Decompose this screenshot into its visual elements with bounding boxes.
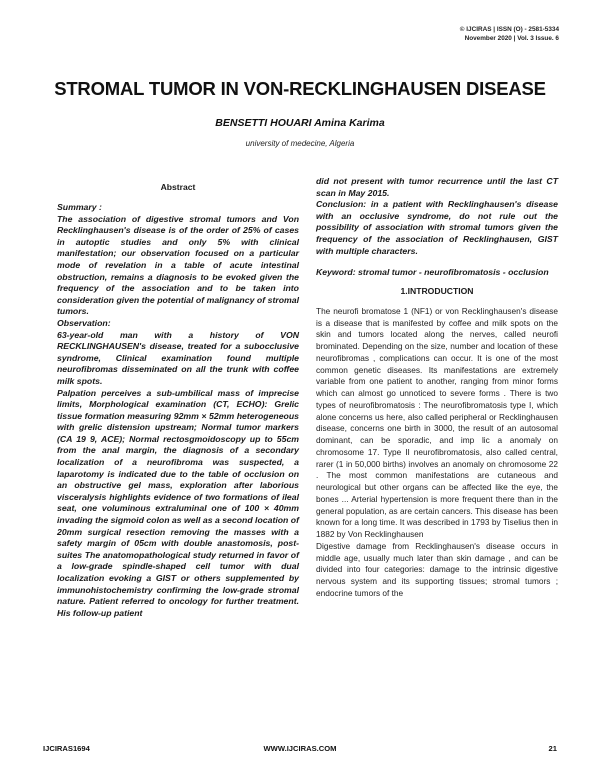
paper-id: IJCIRAS1694: [43, 744, 90, 753]
summary-text: The association of digestive stromal tumors and Von Recklinghausen's disease is of the order of 25% of cases in autoptic studies and only 5% with clinical manifestation; our observation focused on a particular mode of revelation in a table of acute intestinal obstruction, remains a diagnosis to be evoked given the frequency of the association and to be taken into consideration given the potential of malignancy of stromal tumors.: [57, 213, 299, 317]
abstract-continuation: did not present with tumor recurrence until the last CT scan in May 2015.: [316, 176, 558, 198]
introduction-heading: 1.INTRODUCTION: [400, 285, 474, 296]
paper-authors: BENSETTI HOUARI Amina Karima: [215, 117, 385, 129]
left-column: [57, 176, 299, 619]
page-number: 21: [548, 744, 557, 753]
author-affiliation: university of medecine, Algeria: [245, 139, 355, 148]
observation-label: Observation:: [57, 317, 111, 328]
abstract-heading: Abstract: [160, 182, 196, 192]
journal-website: WWW.IJCIRAS.COM: [263, 744, 337, 753]
journal-header: [460, 25, 559, 43]
keywords: Keyword: stromal tumor - neurofibromatosis - occlusion: [316, 267, 549, 278]
journal-issn: © IJCIRAS | ISSN (O) - 2581-5334: [459, 26, 559, 33]
right-column: [316, 176, 558, 600]
observation-text: 63-year-old man with a history of VON RECKLINGHAUSEN's disease, treated for a subocclusive syndrome, Clinical examination found multiple neurofibromas disseminated on all the trunk with coffee milk spots.: [57, 329, 299, 386]
introduction-paragraph-2: Digestive damage from Recklinghausen's disease occurs in middle age, usually much later than skin damage , and can be divided into four categories: damage to the intrinsic digestive nervous system and its supporting tissues; stromal tumors ; endocrine tumors of the: [316, 540, 558, 598]
conclusion-text: Conclusion: in a patient with Recklinghausen's disease with an occlusive syndrome, do not rule out the possibility of association with stromal tumors given the frequency of the association of Recklinghausen, GIST with multiple characters.: [316, 199, 558, 256]
palpation-text: Palpation perceives a sub-umbilical mass of imprecise limits, Morphological examination (CT, ECHO): Grelic tissue formation measuring 92mm × 52mm heterogeneous with grelic distension upstream; Normal tumor markers (CA 19 9, ACE); Normal rectosgmoidoscopy up to 55cm from the anal margin, the diagnosis of a secondary localization of a neurofibroma was suspected, a laparotomy is indicated due to the table of occlusion on an obstructive gel mass, exploration after laborious visceralysis highlights evidence of two formations of ileal seat, one voluminous extraluminal one of 100 × 40mm invading the sigmoid colon as well as a second location of 20mm surgical resection removing the masses with a safety margin of 05cm with double anastomosis, post-suites The anatomopathological study returned in favor of a low-grade spindle-shaped cell tumor with dual localization evoking a GIST or others supplemented by immunohistochemistry confirming the low-grade stromal nature. Patient referred to oncology for further treatment. His follow-up patient: [57, 387, 299, 618]
journal-issue: November 2020 | Vol. 3 Issue. 6: [464, 35, 559, 42]
paper-title: STROMAL TUMOR IN VON-RECKLINGHAUSEN DISEASE: [54, 78, 546, 99]
introduction-paragraph-1: The neurofi bromatose 1 (NF1) or von Recklinghausen's disease is a disease that is manifested by coffee and milk spots on the skin and tumors located along the nerves, called neurofi brominated. Depending on the size, number and location of these neurofibromas , complications can occur. It is one of the most common genetic diseases. Its manifestations are extremely variable from one patient to another, ranging from minor forms which can almost go unnoticed to severe forms . There is two types of neurofibromatosis : The neurofibromatosis type I, which alone concerns us here, also called peripheral or Recklinghausen disease, concerns one birth in 3000, the result of an autosomal dominant, can be sporadic, and imp lic a anomaly on chromosome 17. Type II neurofibromatosis, also called central, rarer (1 in 50,000 births) involves an anomaly on chromosome 22 . The most common manifestations are cutaneous and neurological but other organs can be affected like the eye, the bones ... Arterial hypertension is more frequent there than in the general population, as are certain cancers. This disease has been known for a long time. It was described in 1793 by Tiselius then in 1882 by Von Recklinghausen: [316, 305, 558, 539]
summary-label: Summary :: [57, 202, 102, 212]
